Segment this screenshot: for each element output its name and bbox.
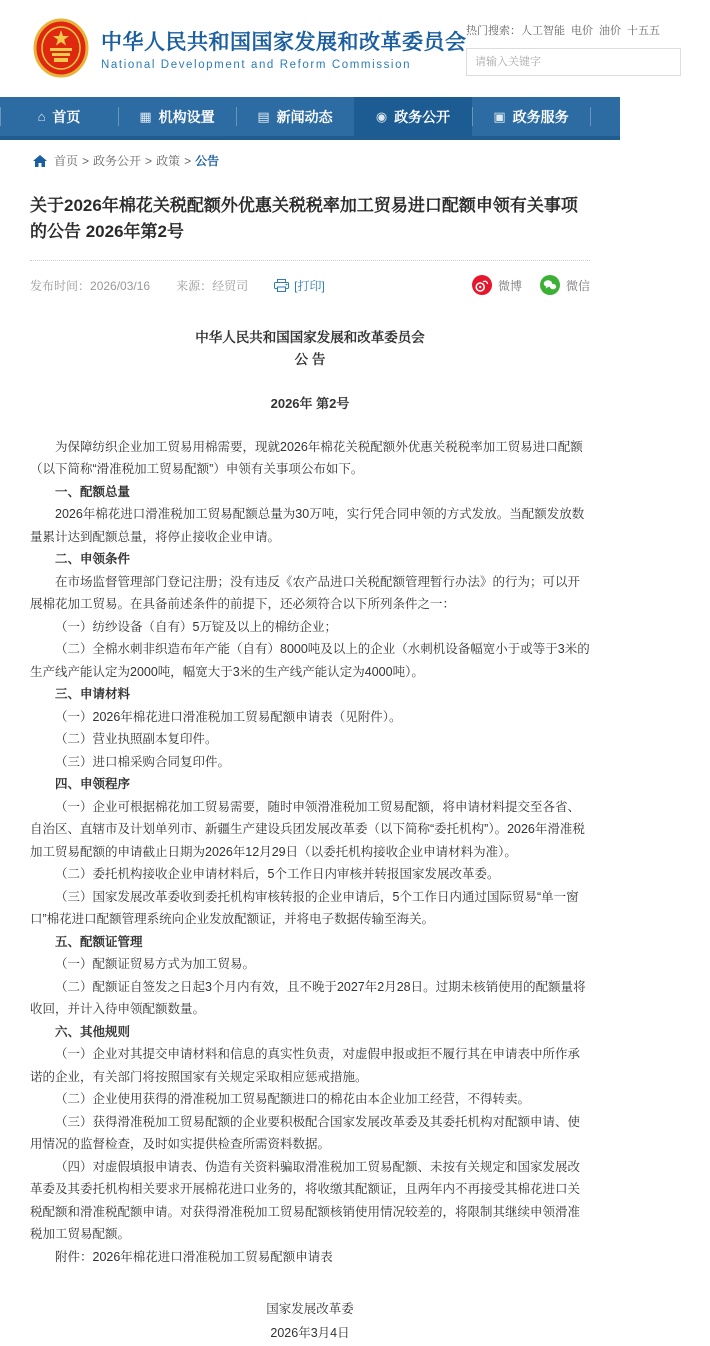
paragraph: 五、配额证管理 [55, 934, 143, 949]
wechat-label: 微信 [565, 278, 590, 293]
nav-item-label: 政务服务 [512, 108, 569, 125]
paragraph: （一）企业对其提交申请材料和信息的真实性负责，对虚假申报或拒不履行其在申请表中所作承诺的企业，有关部门将按照国家有关规定采取相应惩戒措施。 [30, 1047, 581, 1084]
paragraph: 六、其他规则 [55, 1024, 131, 1039]
paragraph: （二）委托机构接收企业申请材料后，5个工作日内审核并转报国家发展改革委。 [55, 867, 500, 882]
hot-search-term[interactable]: 油价 [599, 25, 621, 37]
paragraph: （三）国家发展改革委收到委托机构审核转报的企业申请后，5个工作日内通过国际贸易“单一窗口”棉花进口配额管理系统向企业发放配额证，并将电子数据传输至海关。 [30, 889, 579, 927]
document-org-name: 中华人民共和国国家发展和改革委员会 [195, 330, 425, 345]
paragraph: （三）获得滑准税加工贸易配额的企业要积极配合国家发展改革委及其委托机构对配额申请、使用情况的监督检查，及时如实提供检查所需资料数据。 [30, 1114, 581, 1152]
signer: 国家发展改革委 [266, 1302, 354, 1317]
main-content [0, 193, 620, 1346]
institution-icon: ▦ [139, 108, 152, 124]
site-header [0, 0, 660, 97]
weibo-icon [472, 275, 492, 295]
publish-time: 发布时间：2026/03/16 [30, 278, 151, 293]
share-wechat-button[interactable] [540, 275, 590, 295]
breadcrumb-link[interactable]: 首页 [54, 154, 79, 168]
paragraph: （二）营业执照副本复印件。 [55, 732, 218, 747]
nav-item[interactable] [0, 97, 118, 136]
nav-item-label: 政务公开 [394, 108, 451, 125]
paragraph: 二、申领条件 [55, 552, 131, 567]
site-title-en: National Development and Reform Commission [101, 58, 412, 71]
paragraph: 在市场监督管理部门登记注册；没有违反《农产品进口关税配额管理暂行办法》的行为；可以开展棉花加工贸易。在具备前述条件的前提下，还必须符合以下所列条件之一： [30, 574, 581, 612]
paragraph: （一）企业可根据棉花加工贸易需要，随时申领滑准税加工贸易配额，将申请材料提交至各省、自治区、直辖市及计划单列市、新疆生产建设兵团发展改革委（以下简称“委托机构”）。2026年滑准税加工贸易配额的申请截止日期为2026年12月29日（以委托机构接收企业申请材料为准）。 [30, 799, 585, 859]
nav-item[interactable] [472, 97, 590, 136]
paragraph: （一）纺纱设备（自有）5万锭及以上的棉纺企业； [55, 619, 337, 634]
print-button[interactable] [274, 277, 325, 294]
nav-item[interactable] [236, 97, 354, 136]
nav-item-label: 机构设置 [158, 108, 215, 125]
wechat-icon [540, 275, 560, 295]
breadcrumb-link[interactable]: 政务公开 [93, 154, 142, 168]
search-input[interactable] [466, 48, 681, 76]
paragraph: （四）对虚假填报申请表、伪造有关资料骗取滑准税加工贸易配额、未按有关规定和国家发展改革委及其委托机构相关要求开展棉花进口业务的，将收缴其配额证，且两年内不再接受其棉花进口关税配额和滑准税配额申请。对获得滑准税加工贸易配额核销使用情况较差的，将限制其继续申领滑准税加工贸易配额。 [30, 1159, 581, 1242]
national-emblem-icon [33, 18, 89, 78]
paragraph: （二）企业使用获得的滑准税加工贸易配额进口的棉花由本企业加工经营，不得转卖。 [55, 1092, 531, 1107]
paragraph: 为保障纺织企业加工贸易用棉需要，现就2026年棉花关税配额外优惠关税税率加工贸易进口配额（以下简称“滑准税加工贸易配额”）申领有关事项公布如下。 [30, 439, 583, 477]
breadcrumb-separator: > [145, 154, 153, 168]
printer-icon [274, 279, 289, 292]
breadcrumb-item [195, 154, 219, 168]
home-icon[interactable] [33, 155, 47, 167]
breadcrumb-item [93, 154, 156, 168]
document-number: 2026年 第2号 [270, 396, 350, 412]
paragraph: 四、申领程序 [55, 777, 131, 792]
paragraph: （一）配额证贸易方式为加工贸易。 [55, 957, 256, 972]
disclosure-icon: ◉ [375, 108, 388, 124]
breadcrumb-separator: > [82, 154, 90, 168]
hot-search-term[interactable]: 电价 [571, 25, 593, 37]
paragraph: 一、配额总量 [55, 484, 131, 499]
paragraph: 三、申请材料 [55, 687, 131, 702]
paragraph: 附件：2026年棉花进口滑准税加工贸易配额申请表 [55, 1249, 333, 1264]
paragraph: （三）进口棉采购合同复印件。 [55, 754, 231, 769]
weibo-label: 微博 [497, 278, 522, 293]
paragraph: 2026年棉花进口滑准税加工贸易配额总量为30万吨，实行凭合同申领的方式发放。当配额发放数量累计达到配额总量，将停止接收企业申请。 [30, 507, 585, 544]
nav-item-label: 新闻动态 [276, 108, 333, 125]
news-icon: ▤ [257, 108, 270, 124]
signature-block [30, 1298, 590, 1346]
paragraph: （一）2026年棉花进口滑准税加工贸易配额申请表（见附件）。 [55, 709, 402, 724]
breadcrumb-separator: > [184, 154, 192, 168]
site-title: 中华人民共和国国家发展和改革委员会 [101, 30, 467, 54]
interaction-icon: ◯ [638, 108, 653, 124]
announcement-document [30, 327, 590, 1346]
breadcrumb-item [156, 154, 195, 168]
nav-item[interactable] [118, 97, 236, 136]
hot-search-term[interactable]: 十五五 [627, 25, 660, 37]
breadcrumb-item [54, 154, 93, 168]
nav-item[interactable] [354, 97, 472, 136]
nav-item[interactable] [590, 97, 708, 136]
home-icon: ⌂ [37, 109, 46, 124]
meta-row [30, 261, 590, 305]
hot-search [466, 22, 696, 38]
hot-search-label: 热门搜索： [466, 25, 521, 37]
breadcrumb-link[interactable]: 政策 [156, 154, 181, 168]
paragraph: （二）全棉水刺非织造布年产能（自有）8000吨及以上的企业（水刺机设备幅宽小于或等于3米的生产线产能认定为2000吨，幅宽大于3米的生产线产能认定为4000吨）。 [30, 642, 590, 679]
services-icon: ▣ [493, 108, 506, 124]
share-weibo-button[interactable] [472, 275, 522, 295]
breadcrumb [0, 140, 620, 177]
breadcrumb-link[interactable]: 公告 [195, 154, 220, 168]
print-label: [打印] [294, 278, 325, 293]
document-body [30, 436, 590, 1269]
main-nav [0, 97, 653, 140]
hot-search-term[interactable]: 人工智能 [521, 25, 565, 37]
nav-item-label: 首页 [52, 108, 81, 125]
paragraph: （二）配额证自签发之日起3个月内有效，且不晚于2027年2月28日。过期未核销使用的配额量将收回，并计入待申领配额数量。 [30, 979, 586, 1017]
sign-date: 2026年3月4日 [270, 1325, 350, 1340]
brand[interactable] [33, 18, 467, 78]
source: 来源：经贸司 [176, 278, 249, 293]
document-type: 公 告 [294, 351, 326, 367]
page-title: 关于2026年棉花关税配额外优惠关税税率加工贸易进口配额申领有关事项的公告 2026年第2号 [30, 196, 578, 241]
